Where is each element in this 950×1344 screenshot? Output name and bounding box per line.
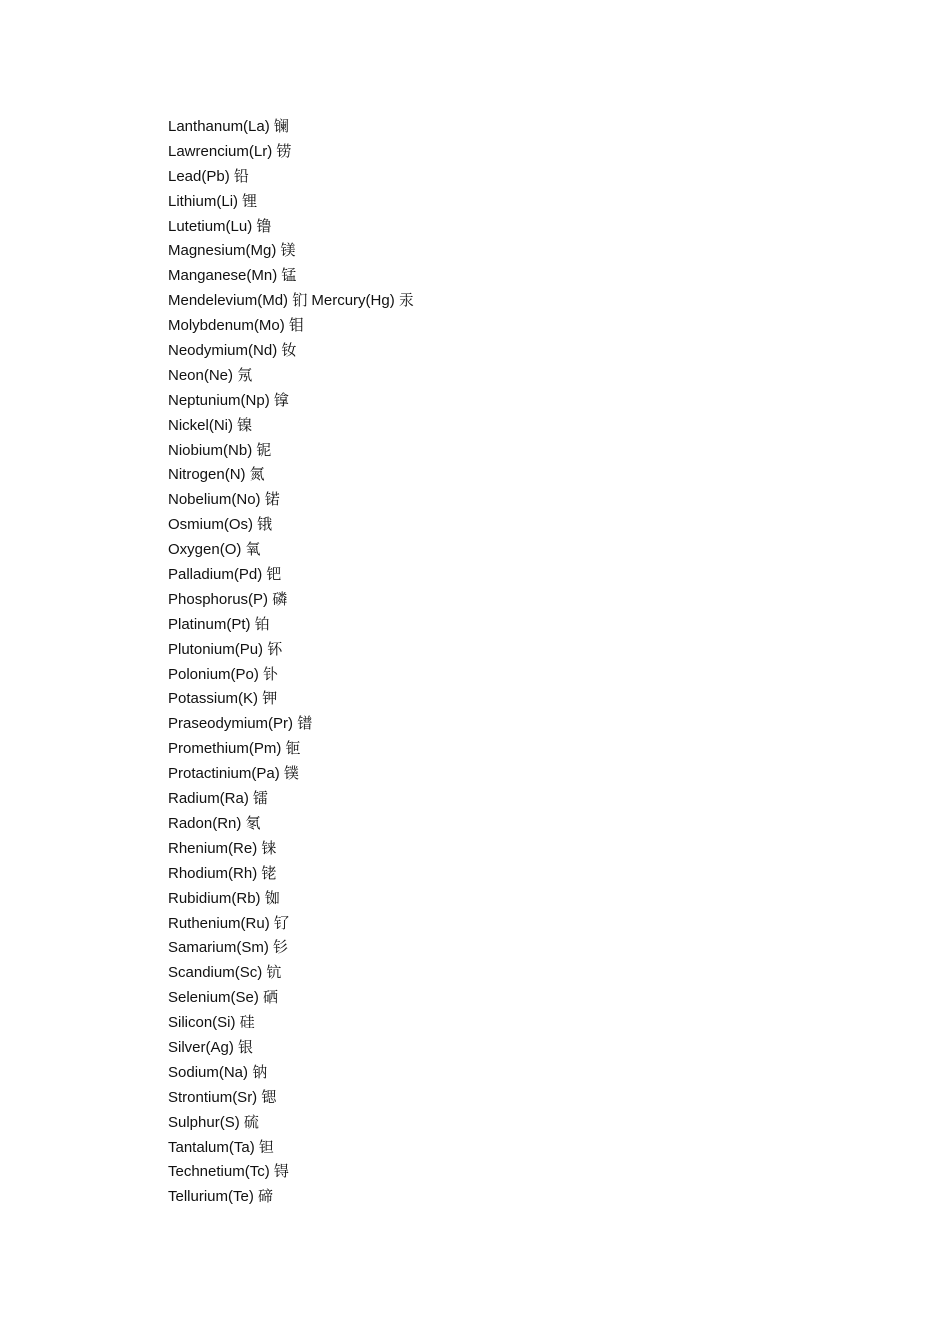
element-line	[168, 1136, 414, 1161]
element-line	[168, 389, 414, 414]
element-entry-text: Potassium(K) 钾	[168, 690, 278, 708]
element-entry-text: Lithium(Li) 锂	[168, 192, 258, 210]
element-line	[168, 264, 414, 289]
element-line	[168, 613, 414, 638]
element-entry-text: Molybdenum(Mo) 钼	[168, 317, 304, 335]
element-entry-text: Nitrogen(N) 氮	[168, 466, 265, 484]
element-line	[168, 1185, 414, 1210]
element-line	[168, 862, 414, 887]
element-entry-text: Platinum(Pt) 铂	[168, 615, 270, 633]
element-line	[168, 1111, 414, 1136]
element-entry-text: Protactinium(Pa) 镤	[168, 765, 299, 783]
element-line	[168, 936, 414, 961]
element-line	[168, 588, 414, 613]
element-entry-text: Lutetium(Lu) 镥	[168, 217, 272, 235]
element-line	[168, 140, 414, 165]
element-entry-text: Neon(Ne) 氖	[168, 366, 253, 384]
element-entry-text: Promethium(Pm) 钷	[168, 740, 301, 758]
element-entry-text: Lanthanum(La) 镧	[168, 118, 289, 135]
element-entry-text: Radium(Ra) 镭	[168, 790, 269, 808]
element-line	[168, 215, 414, 240]
element-line	[168, 737, 414, 762]
element-entry-text: Tellurium(Te) 碲	[168, 1188, 274, 1206]
element-entry-text: Phosphorus(P) 磷	[168, 590, 288, 608]
element-line	[168, 439, 414, 464]
element-entry-text: Tantalum(Ta) 钽	[168, 1138, 274, 1156]
element-line	[168, 961, 414, 986]
element-line	[168, 463, 414, 488]
element-line	[168, 414, 414, 439]
element-line	[168, 812, 414, 837]
element-line	[168, 986, 414, 1011]
element-line	[168, 190, 414, 215]
element-line	[168, 1086, 414, 1111]
element-entry-text: Lawrencium(Lr) 铹	[168, 142, 292, 160]
element-line	[168, 115, 414, 140]
element-line	[168, 563, 414, 588]
element-entry-text: Palladium(Pd) 钯	[168, 566, 282, 584]
element-line	[168, 762, 414, 787]
element-line	[168, 837, 414, 862]
element-entry-text: Rubidium(Rb) 铷	[168, 889, 280, 907]
element-entry-text: Praseodymium(Pr) 镨	[168, 715, 313, 733]
element-entry-text: Samarium(Sm) 钐	[168, 939, 289, 957]
element-entry-text: Neodymium(Nd) 钕	[168, 342, 297, 360]
element-entry-text: Ruthenium(Ru) 钌	[168, 914, 289, 932]
element-entry-text: Lead(Pb) 铅	[168, 167, 249, 185]
element-line	[168, 239, 414, 264]
element-entry-text: Mendelevium(Md) 钔 Mercury(Hg) 汞	[168, 292, 414, 310]
element-line	[168, 638, 414, 663]
element-line	[168, 887, 414, 912]
element-entry-text: Strontium(Sr) 锶	[168, 1088, 277, 1106]
element-list	[168, 115, 414, 1210]
element-entry-text: Polonium(Po) 钋	[168, 665, 279, 683]
element-entry-text: Sulphur(S) 硫	[168, 1113, 259, 1131]
element-entry-text: Manganese(Mn) 锰	[168, 267, 297, 285]
element-entry-text: Nickel(Ni) 镍	[168, 416, 253, 434]
element-line	[168, 712, 414, 737]
element-entry-text: Niobium(Nb) 铌	[168, 441, 272, 459]
element-line	[168, 289, 414, 314]
element-line	[168, 1061, 414, 1086]
element-entry-text: Rhenium(Re) 铼	[168, 839, 277, 857]
element-entry-text: Silicon(Si) 硅	[168, 1014, 255, 1032]
element-line	[168, 339, 414, 364]
element-entry-text: Plutonium(Pu) 钚	[168, 640, 283, 658]
element-line	[168, 364, 414, 389]
element-line	[168, 314, 414, 339]
element-entry-text: Radon(Rn) 氡	[168, 814, 261, 832]
element-entry-text: Osmium(Os) 锇	[168, 516, 273, 534]
element-entry-text: Oxygen(O) 氧	[168, 541, 261, 559]
element-entry-text: Scandium(Sc) 钪	[168, 964, 282, 982]
element-line	[168, 165, 414, 190]
element-line	[168, 787, 414, 812]
element-entry-text: Nobelium(No) 锘	[168, 491, 280, 509]
element-entry-text: Selenium(Se) 硒	[168, 989, 279, 1007]
element-line	[168, 663, 414, 688]
element-entry-text: Sodium(Na) 钠	[168, 1063, 268, 1081]
element-entry-text: Rhodium(Rh) 铑	[168, 864, 277, 882]
element-line	[168, 513, 414, 538]
element-entry-text: Neptunium(Np) 镎	[168, 391, 289, 409]
element-line	[168, 538, 414, 563]
element-line	[168, 488, 414, 513]
element-line	[168, 687, 414, 712]
element-line	[168, 1011, 414, 1036]
element-line	[168, 1160, 414, 1185]
element-entry-text: Magnesium(Mg) 镁	[168, 242, 296, 260]
element-entry-text: Silver(Ag) 银	[168, 1038, 254, 1056]
element-line	[168, 912, 414, 937]
element-entry-text: Technetium(Tc) 锝	[168, 1163, 289, 1181]
element-line	[168, 1036, 414, 1061]
